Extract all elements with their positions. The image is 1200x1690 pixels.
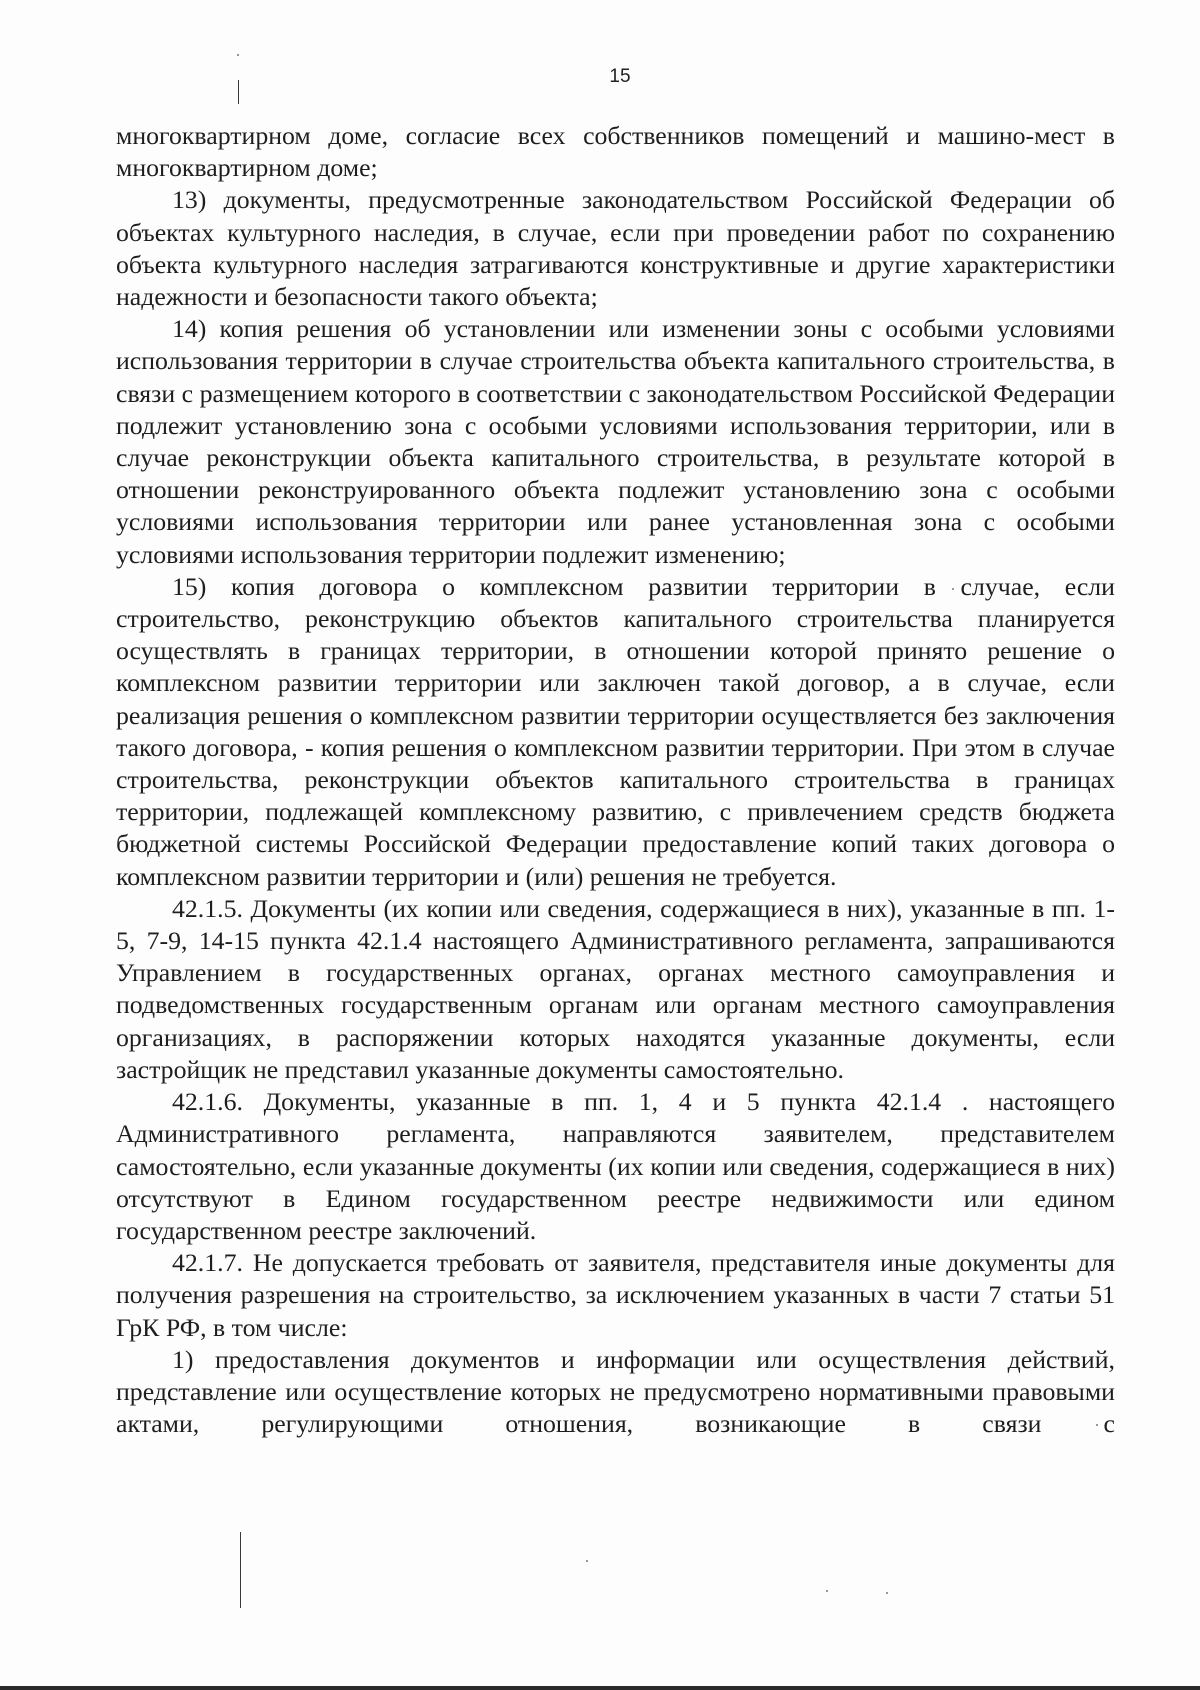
paragraph-42-1-7: 42.1.7. Не допускается требовать от заявителя, представителя иные документы для получения разрешения на строительство, за исключением указанных в части 7 статьи 51 ГрК РФ, в том числе: (116, 1248, 1115, 1342)
paragraph-item-15: 15) копия договора о комплексном развитии территории в случае, если строительство, реконструкцию объектов капитального строительства планируется осуществлять в границах территории, в отношении которой принято решение о комплексном развитии территории или заключен такой договор, а в случае, если реализация решения о комплексном развитии территории осуществляется без заключения такого договора, - копия решения о комплексном развитии территории. При этом в случае строительства, реконструкции объектов капитального строительства в границах территории, подлежащей комплексному развитию, с привлечением средств бюджета бюджетной системы Российской Федерации предоставление копий таких договора о комплексном развитии территории и (или) решения не требуется. (116, 571, 1115, 891)
scan-dot (886, 1592, 888, 1594)
scan-artifact-bottom (240, 1532, 241, 1608)
scan-dot (586, 1560, 588, 1562)
paragraph-42-1-5: 42.1.5. Документы (их копии или сведения, содержащиеся в них), указанные в пп. 1-5, 7-9, 14-15 пункта 42.1.4 настоящего Административного регламента, запрашиваются Управлением в государственных органах, органах местного самоуправления и подведомственных государственным органам или органам местного самоуправления организациях, в распоряжении которых находятся указанные документы, если застройщик не представил указанные документы самостоятельно. (116, 893, 1115, 1084)
scan-dot (237, 54, 239, 56)
paragraph-42-1-6: 42.1.6. Документы, указанные в пп. 1, 4 и 5 пункта 42.1.4 . настоящего Административного регламента, направляются заявителем, представителем самостоятельно, если указанные документы (их копии или сведения, содержащиеся в них) отсутствуют в Едином государственном реестре недвижимости или едином государственном реестре заключений. (116, 1087, 1115, 1245)
paragraph-item-13: 13) документы, предусмотренные законодательством Российской Федерации об объектах культурного наследия, в случае, если при проведении работ по сохранению объекта культурного наследия затрагиваются конструктивные и другие характеристики надежности и безопасности такого объекта; (116, 185, 1115, 312)
paragraph-item-14: 14) копия решения об установлении или изменении зоны с особыми условиями использования территории в случае строительства объекта капитального строительства, в связи с размещением которого в соответствии с законодательством Российской Федерации подлежит установлению зона с особыми условиями использования территории, или в случае реконструкции объекта капитального строительства, в результате которой в отношении реконструированного объекта подлежит установлению зона с особыми условиями использования территории или ранее установленная зона с особыми условиями использования территории подлежит изменению; (116, 314, 1115, 569)
document-body (116, 120, 1115, 1440)
scan-dot (826, 1590, 828, 1592)
scan-bottom-edge (0, 1686, 1200, 1690)
page-number: 15 (609, 66, 631, 87)
paragraph-sub-item-1: 1) предоставления документов и информации или осуществления действий, представление или осуществление которых не предусмотрено нормативными правовыми актами, регулирующими отношения, возникающие в связи с (116, 1344, 1115, 1439)
paragraph-continuation: многоквартирном доме, согласие всех собственников помещений и машино-мест в многоквартирном доме; (116, 121, 1115, 183)
